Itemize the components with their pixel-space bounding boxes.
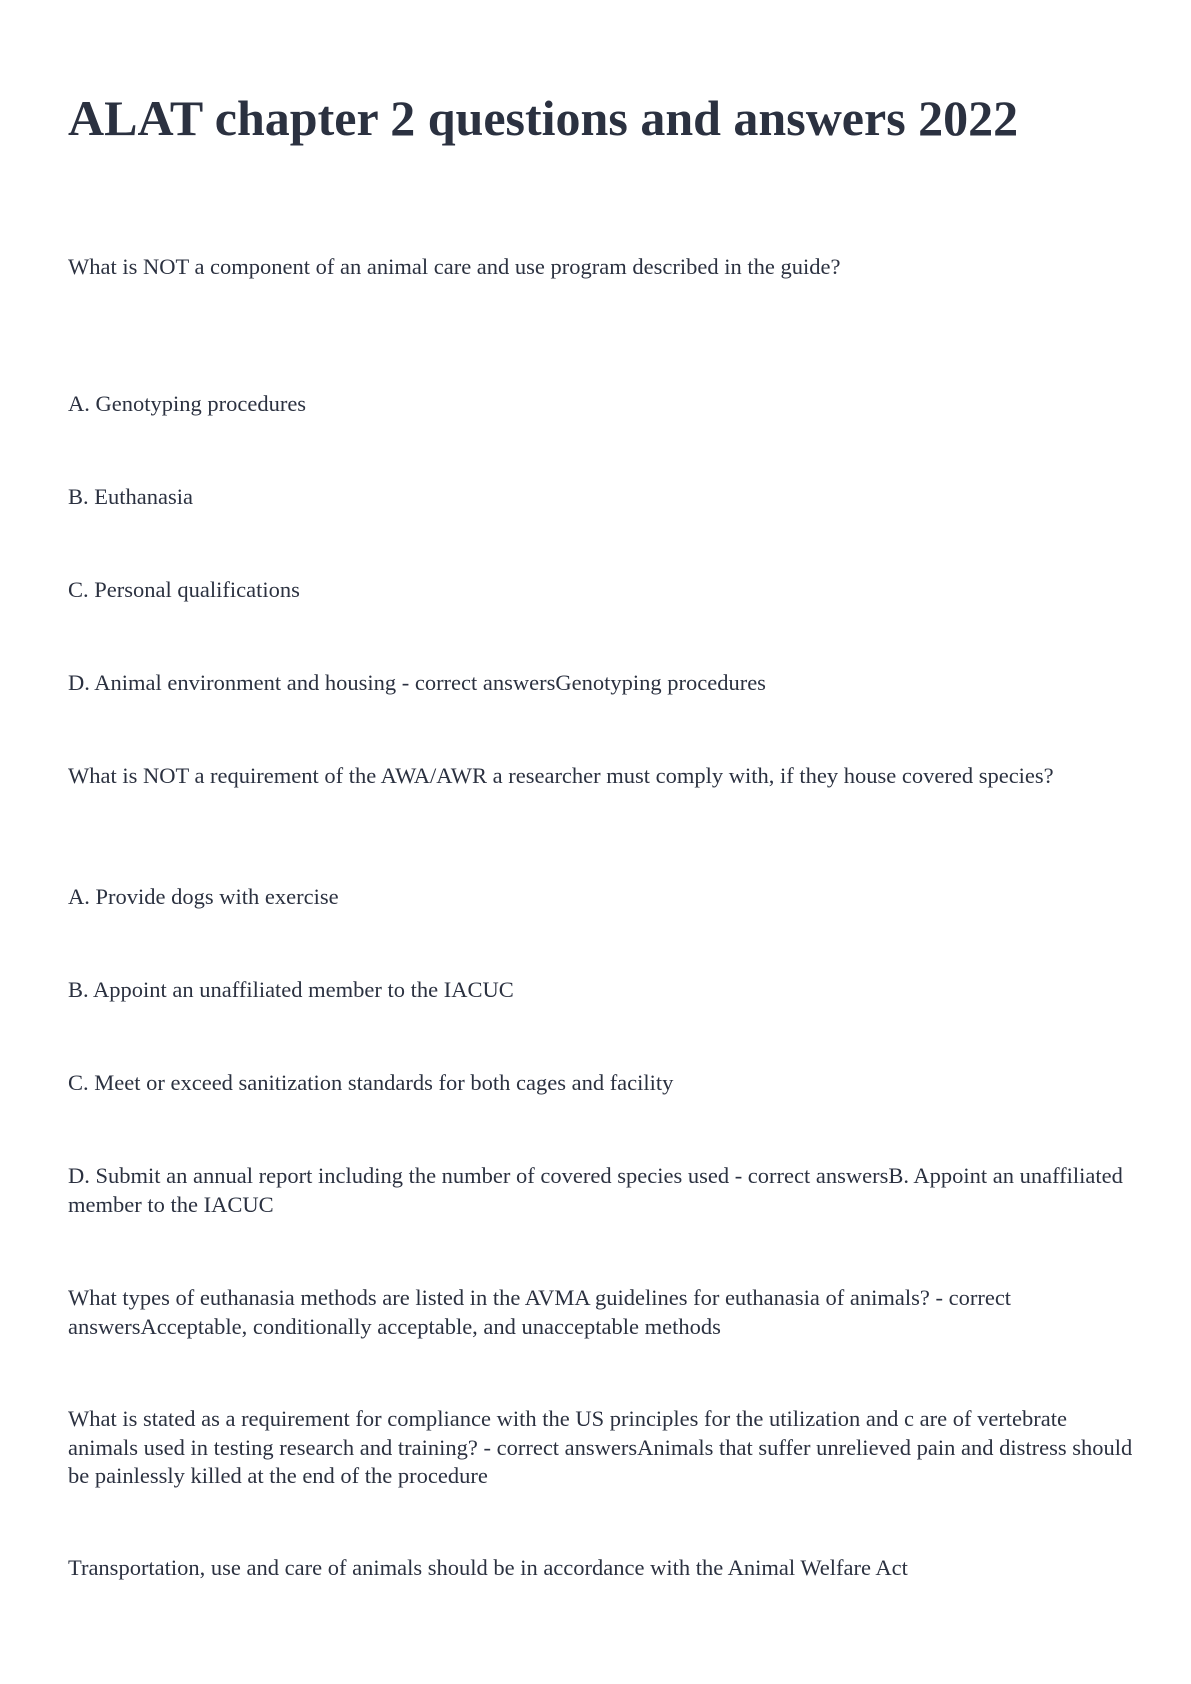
question-1-option-a: A. Genotyping procedures xyxy=(68,391,307,416)
question-4-answer: What is stated as a requirement for compliance with the US principles for the utilization and c are of vertebrate animals used in testing research and training? - correct answersAnimals that suffer unrelieved pain and distress should be painlessly killed at the end of the procedure xyxy=(68,1406,1133,1488)
question-2-option-b: B. Appoint an unaffiliated member to the IACUC xyxy=(68,977,514,1002)
question-2-option-d-answer: D. Submit an annual report including the number of covered species used - correct answersB. Appoint an unaffiliated member to the IACUC xyxy=(68,1163,1123,1217)
question-5-text: Transportation, use and care of animals should be in accordance with the Animal Welfare Act xyxy=(68,1555,908,1580)
question-1-option-b: B. Euthanasia xyxy=(68,484,193,509)
question-1-option-d-answer: D. Animal environment and housing - correct answersGenotyping procedures xyxy=(68,670,766,695)
question-1-text: What is NOT a component of an animal care and use program described in the guide? xyxy=(68,254,841,279)
question-2-option-a: A. Provide dogs with exercise xyxy=(68,884,339,909)
question-2-text: What is NOT a requirement of the AWA/AWR a researcher must comply with, if they house covered species? xyxy=(68,763,1054,788)
question-2-option-c: C. Meet or exceed sanitization standards for both cages and facility xyxy=(68,1070,674,1095)
question-1-option-c: C. Personal qualifications xyxy=(68,577,300,602)
document-title: ALAT chapter 2 questions and answers 2022 xyxy=(68,90,1019,146)
question-3-answer: What types of euthanasia methods are listed in the AVMA guidelines for euthanasia of animals? - correct answersAcceptable, conditionally acceptable, and unacceptable methods xyxy=(68,1285,1012,1339)
